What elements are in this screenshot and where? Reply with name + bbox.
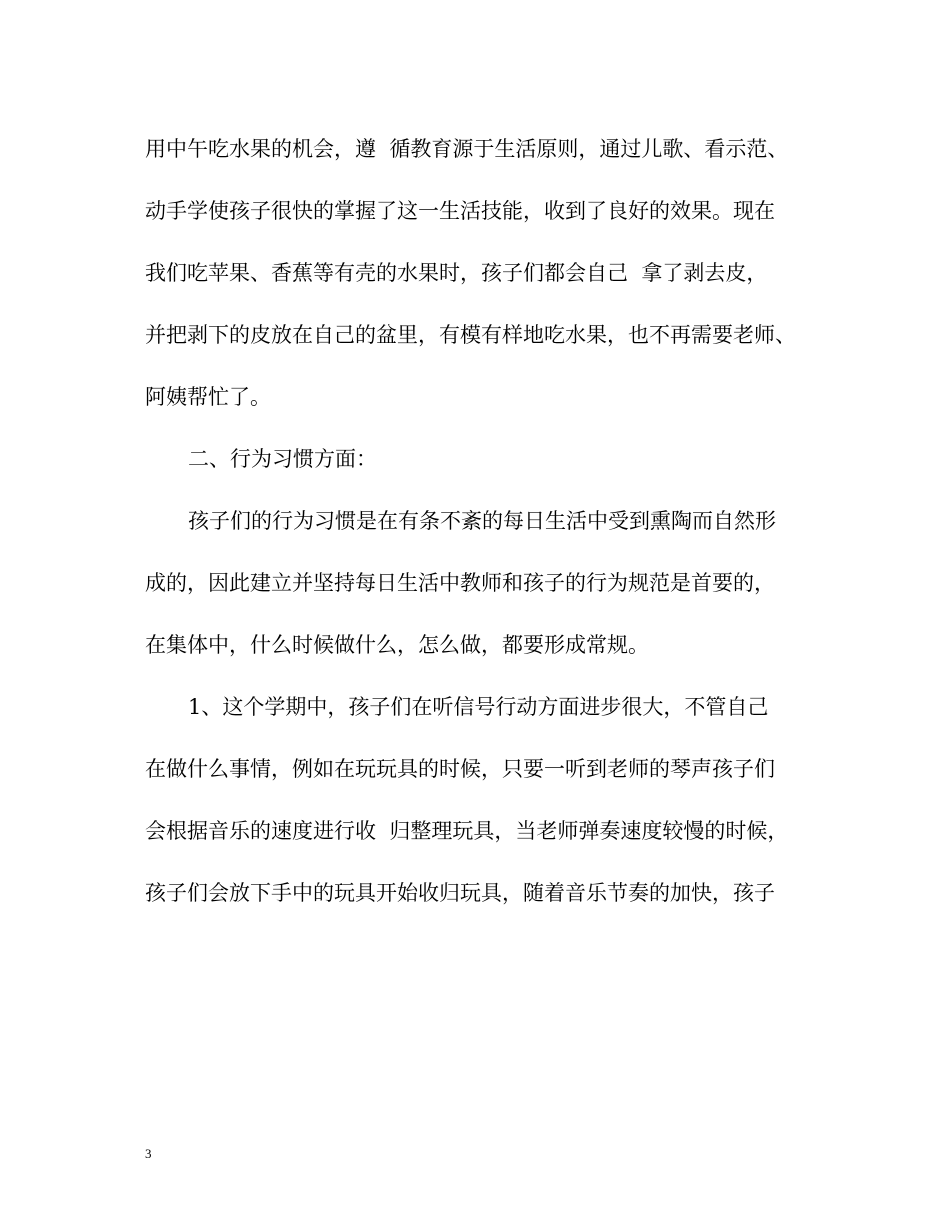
body-text bbox=[145, 135, 815, 941]
text-line: 在集体中，什么时候做什么，怎么做，都要形成常规。 bbox=[145, 633, 649, 657]
text-line: 成的，因此建立并坚持每日生活中教师和孩子的行为规范是首要的， bbox=[145, 571, 775, 595]
paragraph-start: 孩子们的行为习惯是在有条不紊的每日生活中受到熏陶而自然形 bbox=[188, 509, 776, 533]
text-line: 并把剥下的皮放在自己的盆里，有模有样地吃水果，也不再需要老师、 bbox=[145, 323, 796, 347]
section-heading: 二、行为习惯方面： bbox=[188, 447, 377, 471]
text-line: 孩子们会放下手中的玩具开始收归玩具，随着音乐节奏的加快，孩子 bbox=[145, 881, 775, 905]
text-line: 阿姨帮忙了。 bbox=[145, 385, 271, 409]
text-line: 我们吃苹果、香蕉等有壳的水果时，孩子们都会自己 拿了剥去皮， bbox=[145, 261, 768, 285]
text-line: 在做什么事情，例如在玩玩具的时候，只要一听到老师的琴声孩子们 bbox=[145, 757, 775, 781]
text-line: 动手学使孩子很快的掌握了这一生活技能，收到了良好的效果。现在 bbox=[145, 199, 775, 223]
paragraph-start: 1、这个学期中，孩子们在听信号行动方面进步很大，不管自己 bbox=[188, 695, 769, 719]
text-line: 会根据音乐的速度进行收 归整理玩具，当老师弹奏速度较慢的时候， bbox=[145, 819, 789, 843]
text-line: 用中午吃水果的机会，遵 循教育源于生活原则，通过儿歌、看示范、 bbox=[145, 137, 789, 161]
page-number: 3 bbox=[145, 1146, 152, 1161]
